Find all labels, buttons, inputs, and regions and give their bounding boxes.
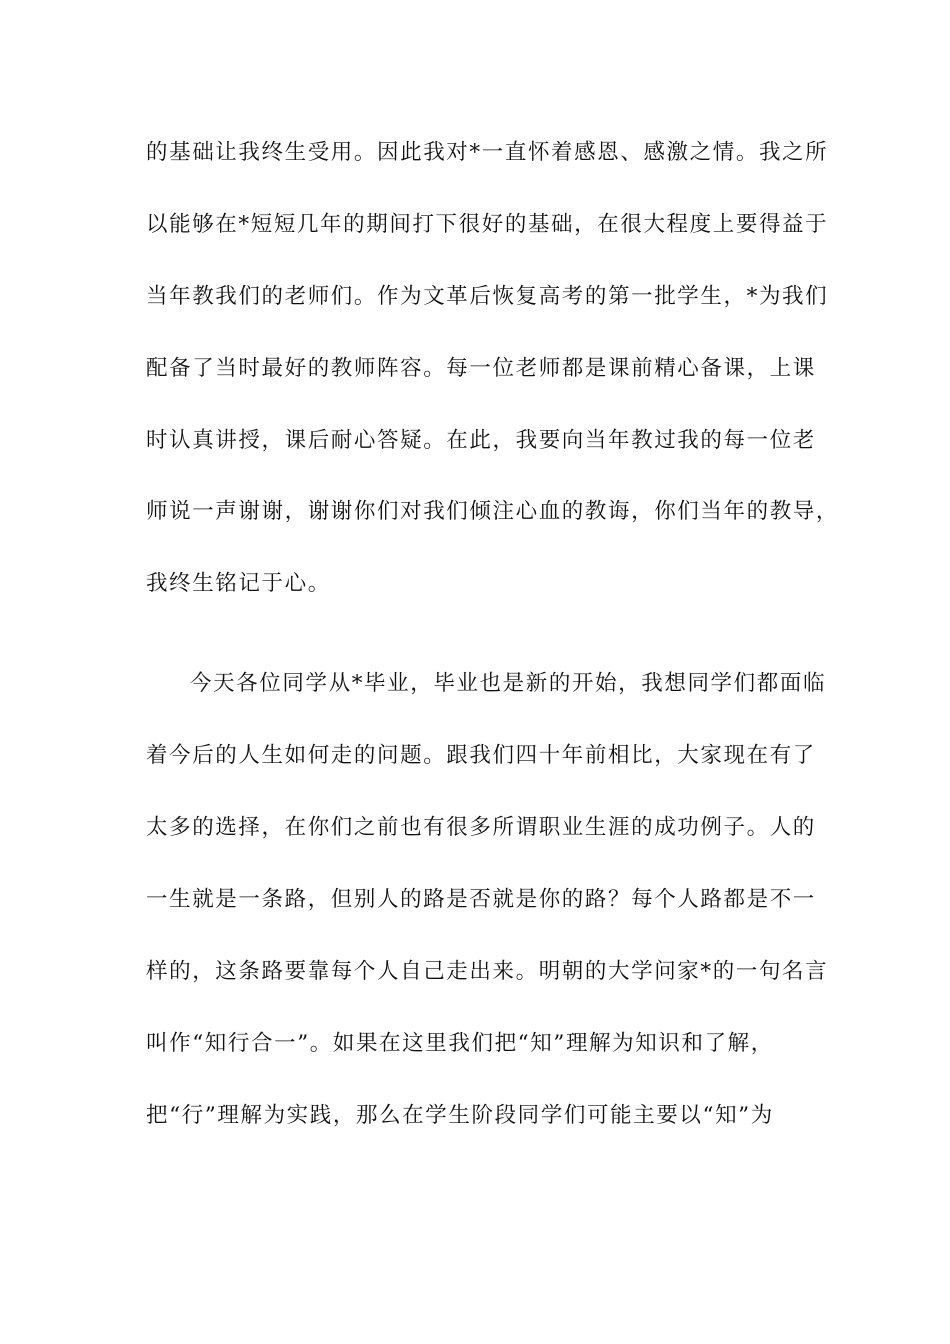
text-line: 时认真讲授，课后耐心答疑。在此，我要向当年教过我的每一位老 (146, 428, 816, 453)
text-line: 叫作“知行合一”。如果在这里我们把“知”理解为知识和了解， (146, 1031, 774, 1056)
text-line: 把“行”理解为实践，那么在学生阶段同学们可能主要以“知”为 (146, 1103, 774, 1128)
text-line: 当年教我们的老师们。作为文革后恢复高考的第一批学生，*为我们 (146, 284, 829, 309)
text-line: 样的，这条路要靠每个人自己走出来。明朝的大学问家*的一句名言 (146, 959, 829, 984)
text-line: 配备了当时最好的教师阵容。每一位老师都是课前精心备课，上课 (146, 356, 816, 381)
paragraph-start-line: 今天各位同学从*毕业，毕业也是新的开始，我想同学们都面临 (190, 671, 827, 696)
text-line: 以能够在*短短几年的期间打下很好的基础，在很大程度上要得益于 (146, 212, 829, 237)
text-line: 我终生铭记于心。 (146, 571, 331, 596)
text-line: 师说一声谢谢，谢谢你们对我们倾注心血的教诲，你们当年的教导， (146, 499, 840, 524)
text-line: 太多的选择，在你们之前也有很多所谓职业生涯的成功例子。人的 (146, 815, 816, 840)
text-line: 的基础让我终生受用。因此我对*一直怀着感恩、感激之情。我之所 (146, 140, 829, 165)
text-line: 一生就是一条路，但别人的路是否就是你的路？每个人路都是不一 (146, 887, 816, 912)
text-line: 着今后的人生如何走的问题。跟我们四十年前相比，大家现在有了 (146, 743, 816, 768)
